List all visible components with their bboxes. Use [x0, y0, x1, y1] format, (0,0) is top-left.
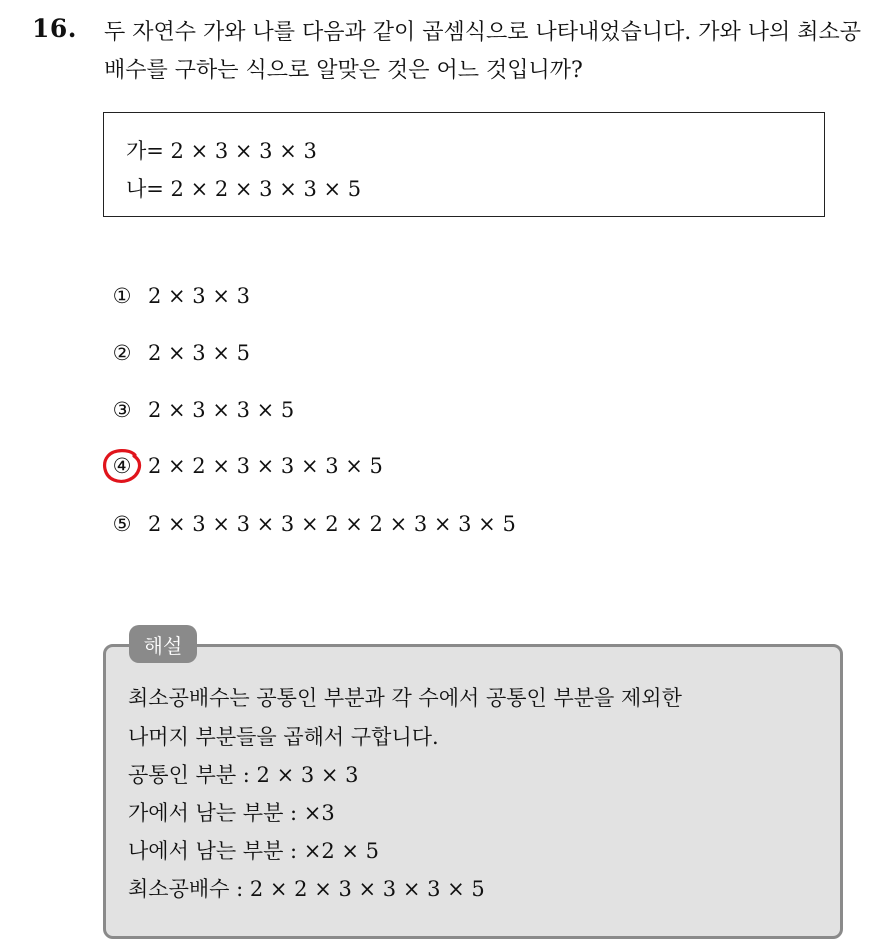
choice-2[interactable]	[110, 341, 250, 365]
choice-1-expression: 2 × 3 × 3	[148, 284, 250, 308]
solution-tab: 해설	[129, 625, 197, 663]
choice-3-expression: 2 × 3 × 3 × 5	[148, 398, 295, 422]
choice-4-number: ④	[112, 454, 132, 478]
answer-circle-icon	[102, 448, 142, 484]
question-text: 두 자연수 가와 나를 다음과 같이 곱셈식으로 나타내었습니다. 가와 나의 최소공배수를 구하는 식으로 알맞은 것은 어느 것입니까?	[104, 20, 861, 83]
solution-line-1: 최소공배수는 공통인 부분과 각 수에서 공통인 부분을 제외한	[128, 686, 682, 710]
solution-line-2: 나머지 부분들을 곱해서 구합니다.	[128, 725, 439, 749]
given-line-ga: 가= 2 × 3 × 3 × 3	[126, 139, 317, 163]
choice-5-expression: 2 × 3 × 3 × 3 × 2 × 2 × 3 × 3 × 5	[148, 512, 516, 536]
solution-line-6: 최소공배수 : 2 × 2 × 3 × 3 × 3 × 5	[128, 877, 485, 901]
choice-1-number: ①	[112, 284, 132, 308]
question-number: 16.	[32, 14, 77, 43]
choice-5-number: ⑤	[112, 512, 132, 536]
choice-2-expression: 2 × 3 × 5	[148, 341, 250, 365]
given-line-na: 나= 2 × 2 × 3 × 3 × 5	[126, 177, 362, 201]
choice-1[interactable]	[110, 284, 250, 308]
choice-4[interactable]	[110, 454, 383, 478]
choice-3[interactable]	[110, 398, 294, 422]
solution-line-4: 가에서 남는 부분 : ×3	[128, 801, 335, 825]
solution-line-3: 공통인 부분 : 2 × 3 × 3	[128, 763, 359, 787]
choice-4-expression: 2 × 2 × 3 × 3 × 3 × 5	[148, 454, 383, 478]
choice-2-number: ②	[112, 341, 132, 365]
solution-line-5: 나에서 남는 부분 : ×2 × 5	[128, 839, 380, 863]
given-box	[103, 112, 825, 217]
choice-5[interactable]	[110, 512, 516, 536]
choice-3-number: ③	[112, 398, 132, 422]
